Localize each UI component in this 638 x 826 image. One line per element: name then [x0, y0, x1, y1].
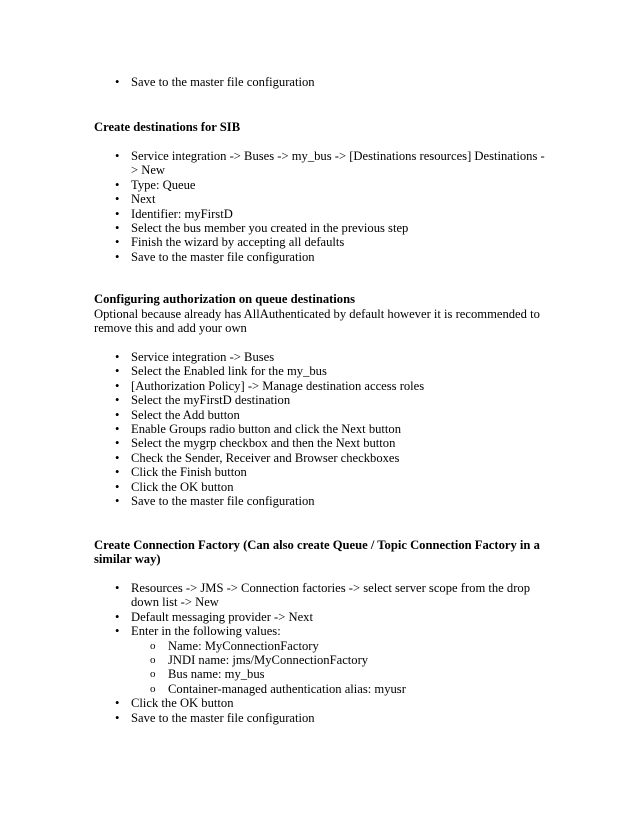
list-item [115, 177, 551, 192]
list-item [115, 465, 551, 480]
bullet-mark: • [115, 494, 120, 509]
list-item-text: Select the myFirstD destination [131, 393, 291, 408]
list-item-text: Select the bus member you created in the previous step [131, 221, 409, 236]
bullet-mark: • [115, 249, 120, 264]
list-item [115, 450, 551, 465]
list-item [115, 696, 551, 711]
list-item [115, 581, 551, 610]
bullet-mark: • [115, 407, 120, 422]
list-item-text: Check the Sender, Receiver and Browser checkboxes [131, 450, 400, 465]
list-item-text: Default messaging provider -> Next [131, 609, 313, 624]
list-item [115, 436, 551, 451]
list-item-text: Select the mygrp checkbox and then the Next button [131, 436, 396, 451]
sub-bullet-mark: o [150, 682, 156, 695]
bullet-mark: • [115, 465, 120, 480]
list-item-text: Type: Queue [131, 177, 196, 192]
list-item [115, 249, 551, 264]
list-item-text: Click the Finish button [131, 465, 247, 480]
bullet-mark: • [115, 696, 120, 711]
list-item-text: Enter in the following values: [131, 624, 281, 639]
list-item-text: [Authorization Policy] -> Manage destination access roles [131, 378, 425, 393]
list-item [115, 609, 551, 624]
bullet-mark: • [115, 192, 120, 207]
bullet-list-connection-factory [115, 581, 551, 725]
list-item [115, 206, 551, 221]
list-item [115, 393, 551, 408]
list-item [115, 149, 551, 178]
sub-bullet-mark: o [150, 639, 156, 652]
bullet-mark: • [115, 581, 120, 595]
list-item [115, 710, 551, 725]
bullet-mark: • [115, 378, 120, 393]
bullet-mark: • [115, 206, 120, 221]
bullet-list-destinations [115, 149, 551, 264]
list-item [115, 235, 551, 250]
bullet-mark: • [115, 609, 120, 624]
sub-bullet-mark: o [150, 654, 156, 667]
list-item [115, 192, 551, 207]
sub-list-item-text: Container-managed authentication alias: myusr [168, 681, 406, 696]
list-item-text: Identifier: myFirstD [131, 206, 233, 221]
list-item-text: Service integration -> Buses -> my_bus -> [Destinations resources] Destinations -> New [131, 149, 545, 178]
list-item-text: Service integration -> Buses [131, 350, 275, 364]
bullet-mark: • [115, 235, 120, 250]
list-item [115, 350, 551, 364]
list-item-text: Save to the master file configuration [131, 494, 315, 509]
list-item [115, 364, 551, 379]
bullet-mark: • [115, 393, 120, 408]
list-item [115, 479, 551, 494]
paragraph-optional-note: Optional because already has AllAuthenticated by default however it is recommended to remove this and add your own [94, 307, 540, 336]
list-item-text: Save to the master file configuration [131, 710, 315, 725]
sub-bullet-mark: o [150, 668, 156, 681]
bullet-mark: • [115, 350, 120, 364]
sub-list-item-text: JNDI name: jms/MyConnectionFactory [168, 653, 369, 668]
list-item [115, 422, 551, 437]
sub-list-item [150, 638, 551, 653]
list-item-text: Click the OK button [131, 696, 234, 711]
list-item [115, 75, 551, 89]
heading-create-destinations: Create destinations for SIB [94, 120, 241, 134]
list-item-text: Save to the master file configuration [131, 75, 315, 89]
list-item [115, 494, 551, 509]
bullet-mark: • [115, 710, 120, 725]
list-item-text: Save to the master file configuration [131, 249, 315, 264]
heading-create-connection-factory: Create Connection Factory (Can also create Queue / Topic Connection Factory in a similar way) [94, 538, 540, 567]
list-item-text: Resources -> JMS -> Connection factories -> select server scope from the drop down list -> New [131, 581, 531, 610]
list-item [115, 221, 551, 236]
bullet-list-top [115, 75, 551, 89]
list-item-text: Select the Add button [131, 407, 240, 422]
sub-list-item-text: Name: MyConnectionFactory [168, 638, 319, 653]
list-item [115, 378, 551, 393]
list-item [115, 407, 551, 422]
sub-list-item-text: Bus name: my_bus [168, 667, 265, 682]
sub-list-item [150, 681, 551, 696]
sub-list-item [150, 667, 551, 682]
list-item [115, 624, 551, 696]
bullet-mark: • [115, 149, 120, 163]
bullet-mark: • [115, 364, 120, 379]
list-item-text: Enable Groups radio button and click the Next button [131, 422, 402, 437]
bullet-mark: • [115, 479, 120, 494]
sub-list-values [150, 638, 551, 697]
heading-configuring-authorization: Configuring authorization on queue destinations [94, 292, 356, 306]
list-item-text: Finish the wizard by accepting all defaults [131, 235, 345, 250]
bullet-list-authorization [115, 350, 551, 509]
list-item-text: Select the Enabled link for the my_bus [131, 364, 327, 379]
bullet-mark: • [115, 221, 120, 236]
bullet-mark: • [115, 75, 120, 89]
list-item-text: Click the OK button [131, 479, 234, 494]
bullet-mark: • [115, 422, 120, 437]
bullet-mark: • [115, 177, 120, 192]
bullet-mark: • [115, 624, 120, 639]
list-item-text: Next [131, 192, 156, 207]
bullet-mark: • [115, 436, 120, 451]
sub-list-item [150, 653, 551, 668]
bullet-mark: • [115, 450, 120, 465]
